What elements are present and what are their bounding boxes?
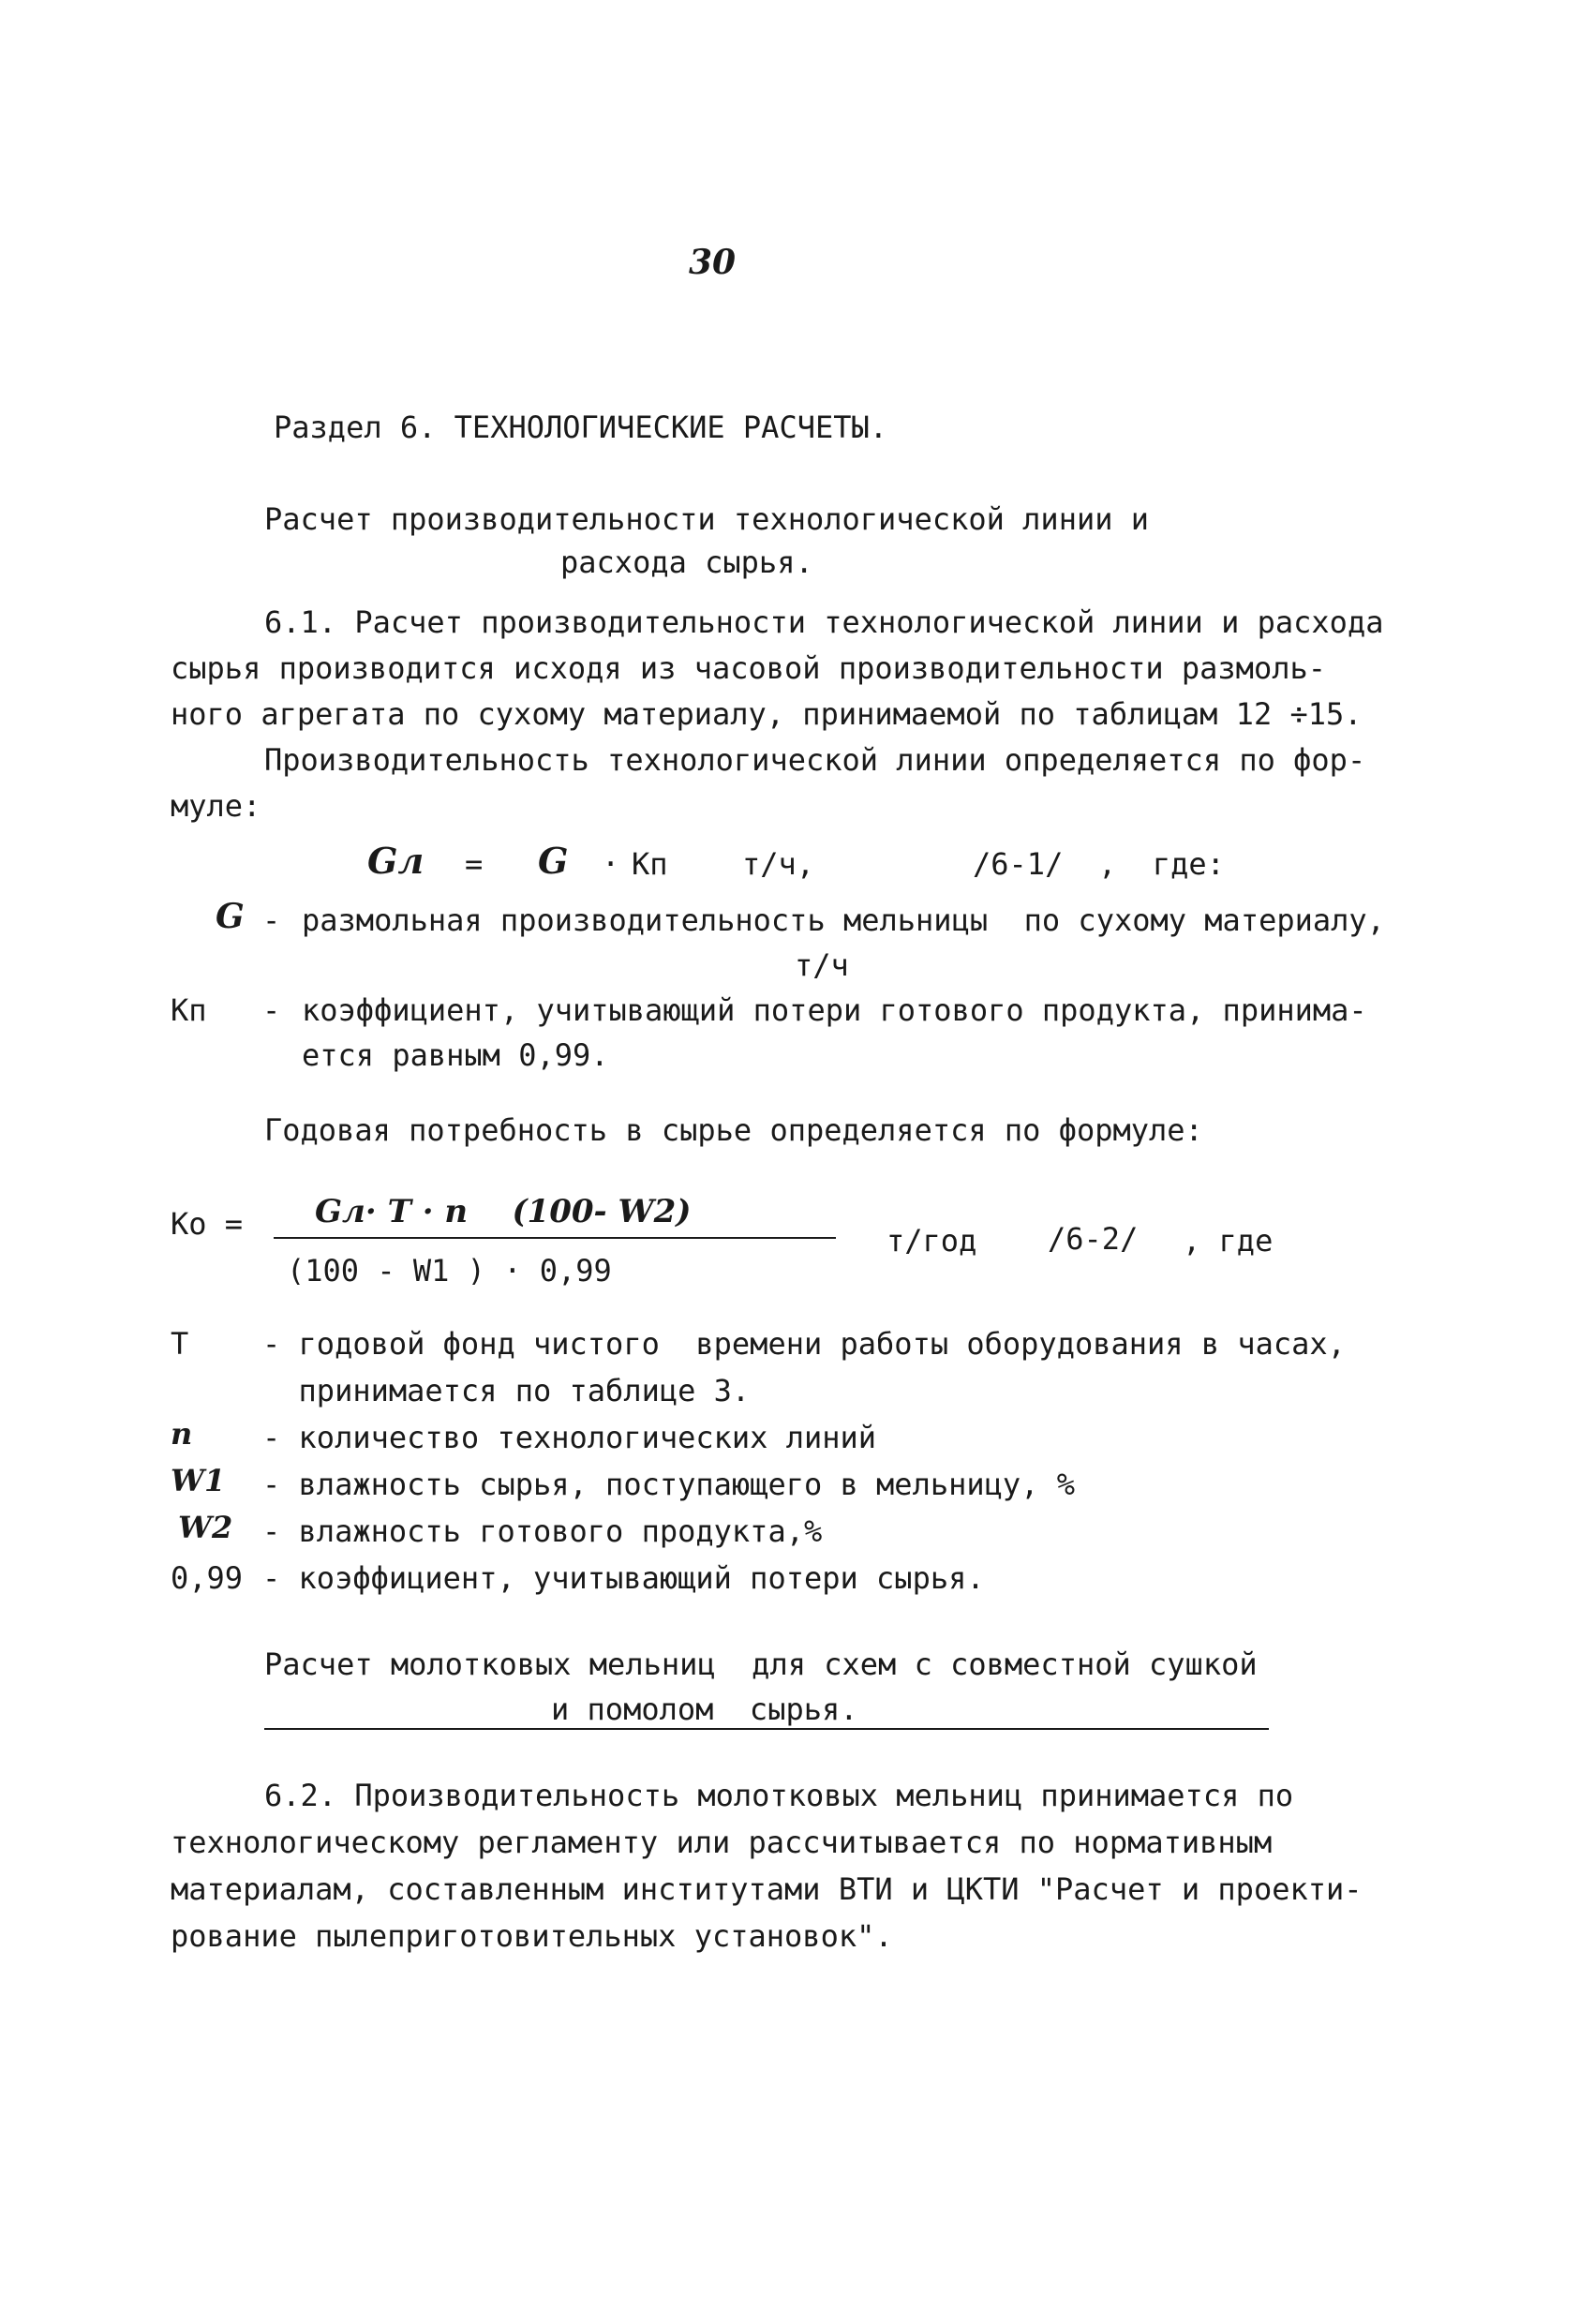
formula-1-g: G — [538, 840, 569, 882]
def-w2-symbol: W2 — [178, 1510, 233, 1545]
def-kp-dash: - — [262, 992, 281, 1028]
subsection-2-underline — [264, 1728, 1269, 1730]
para-6-1-line: ного агрегата по сухому материалу, принимаемой по таблицам 12 ÷15. — [171, 696, 1363, 732]
formula-1-where: , где: — [1098, 846, 1225, 882]
def-n-text: - количество технологических линий — [262, 1420, 877, 1455]
def-w2-text: - влажность готового продукта,% — [262, 1513, 823, 1549]
def-n-symbol: n — [171, 1416, 193, 1452]
formula-1-kp: Кп — [632, 846, 668, 882]
para-6-1-line: 6.1. Расчет производительности технологической линии и расхода — [264, 604, 1384, 640]
fraction-bar — [274, 1237, 836, 1239]
subsection-2-title-line2: и помолом сырья. — [551, 1691, 858, 1727]
def-1-dash: - — [262, 902, 281, 938]
subsection-2-title-line1: Расчет молотковых мельниц для схем с совместной сушкой — [264, 1646, 1258, 1682]
section-title: Раздел 6. ТЕХНОЛОГИЧЕСКИЕ РАСЧЕТЫ. — [274, 410, 888, 445]
formula-1-ref: /6-1/ — [973, 846, 1064, 882]
formula-1-equals: = — [465, 846, 484, 882]
formula-2-lhs: Ко = — [171, 1206, 244, 1242]
def-kp-text-cont: ется равным 0,99. — [302, 1037, 609, 1073]
formula-2-unit: т/год — [886, 1223, 977, 1259]
para-6-1-line: сырья производится исходя из часовой производительности размоль- — [171, 650, 1326, 686]
annual-intro: Годовая потребность в сырье определяется по формуле: — [264, 1112, 1203, 1148]
def-1-text: размольная производительность мельницы по сухому материалу, — [302, 902, 1385, 938]
def-kp-symbol: Кп — [171, 992, 207, 1028]
def-w1-symbol: W1 — [171, 1463, 226, 1498]
def-w1-text: - влажность сырья, поступающего в мельницу, % — [262, 1467, 1075, 1502]
def-t-text-cont: принимается по таблице 3. — [262, 1373, 751, 1408]
formula-2-denominator: (100 - W1 ) · 0,99 — [287, 1253, 612, 1289]
para-6-1-line: Производительность технологической линии определяется по фор- — [264, 742, 1366, 778]
para-6-2-line: технологическому регламенту или рассчитывается по нормативным — [171, 1825, 1273, 1860]
def-t-symbol: Т — [171, 1326, 189, 1362]
para-6-2-line: 6.2. Производительность молотковых мельниц принимается по — [264, 1778, 1294, 1813]
subsection-1-title-line2: расхода сырья. — [560, 544, 813, 580]
def-kp-text: коэффициент, учитывающий потери готового продукта, принима- — [302, 992, 1367, 1028]
formula-1-lhs: Gл — [367, 840, 425, 882]
formula-2-ref: /6-2/ — [1048, 1221, 1139, 1257]
formula-2-where: , где — [1183, 1223, 1274, 1259]
para-6-1-line: муле: — [171, 788, 261, 824]
para-6-2-line: материалам, составленным институтами ВТИ и ЦКТИ "Расчет и проекти- — [171, 1871, 1363, 1907]
formula-1-dot: · — [602, 846, 620, 882]
def-099-text: - коэффициент, учитывающий потери сырья. — [262, 1560, 985, 1596]
def-t-text: - годовой фонд чистого времени работы оборудования в часах, — [262, 1326, 1346, 1362]
formula-1-unit: т/ч, — [742, 846, 815, 882]
def-099-symbol: 0,99 — [171, 1560, 244, 1596]
para-6-2-line: рование пылеприготовительных установок". — [171, 1918, 893, 1954]
page-number: 30 — [689, 243, 737, 282]
formula-2-numerator: Gл· Т · n (100- W2) — [315, 1193, 692, 1230]
def-1-symbol: G — [216, 897, 245, 936]
def-1-unit: т/ч — [795, 947, 849, 983]
subsection-1-title-line1: Расчет производительности технологической линии и — [264, 501, 1150, 537]
